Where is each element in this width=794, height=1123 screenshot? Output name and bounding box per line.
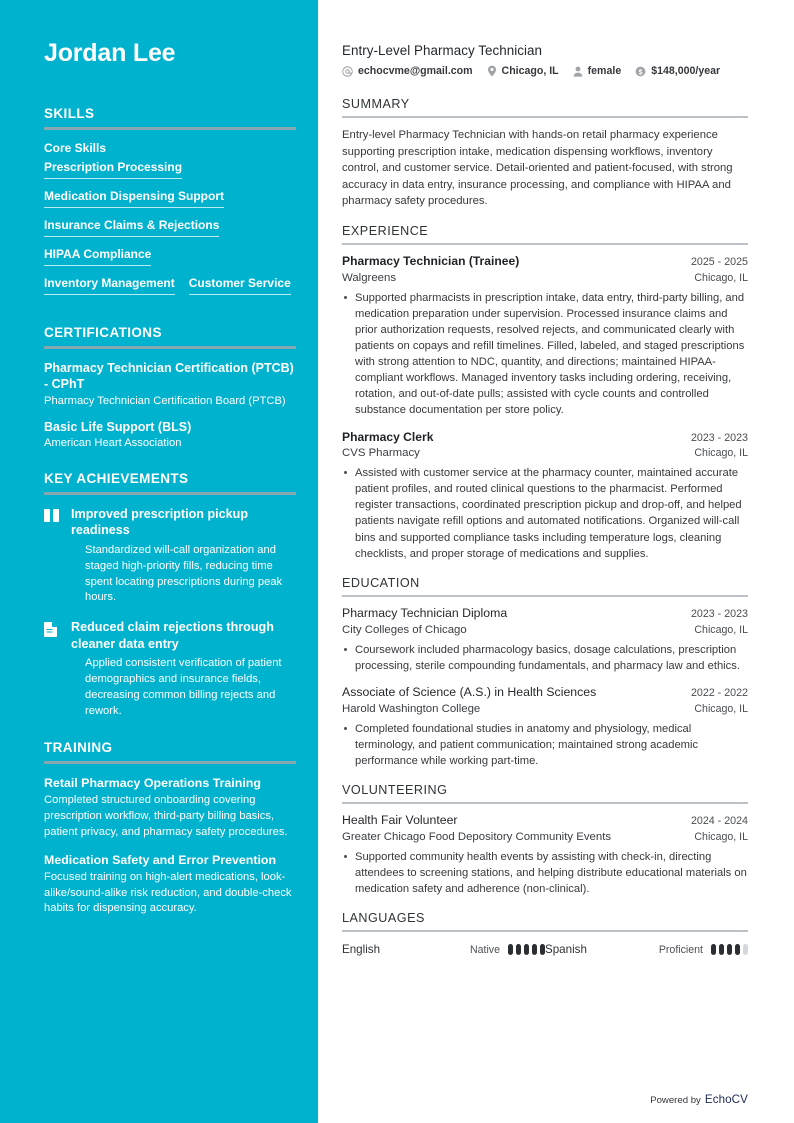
certification-org: American Heart Association bbox=[44, 437, 182, 449]
achievement-item bbox=[44, 506, 294, 606]
email-icon bbox=[342, 66, 353, 77]
section-divider bbox=[44, 492, 296, 495]
sidebar bbox=[0, 0, 318, 1123]
certification-item bbox=[44, 360, 294, 409]
section-divider bbox=[44, 346, 296, 349]
language-name: Spanish bbox=[545, 943, 587, 957]
achievement-title: Reduced claim rejections through cleaner data entry bbox=[71, 620, 274, 651]
experience-role: Pharmacy Technician (Trainee) bbox=[342, 253, 520, 268]
experience-dates: 2023 - 2023 bbox=[690, 431, 748, 444]
education-dates: 2022 - 2022 bbox=[690, 686, 748, 699]
list-item: Assisted with customer service at the pharmacy counter, maintained accurate patient profiles, and routed clinical questions to the pharmacist. Performed register transactions, coordinated prescription pickup and drop-off, and helped patients navigate refill options and automated notifications. Organized will-call bins and supported compliance tasks including temperature logs, cleaning checklists, and proper storage of medications and supplies. bbox=[342, 465, 748, 562]
main-content bbox=[318, 0, 794, 1123]
section-experience bbox=[342, 224, 748, 562]
footer-branding bbox=[650, 1093, 748, 1106]
experience-bullets bbox=[342, 290, 748, 419]
document-icon bbox=[44, 619, 60, 719]
section-divider bbox=[342, 802, 748, 804]
volunteering-bullets bbox=[342, 849, 748, 897]
contact-salary bbox=[635, 65, 720, 77]
section-title-key-achievements: KEY ACHIEVEMENTS bbox=[44, 471, 189, 486]
section-volunteering bbox=[342, 783, 748, 897]
language-name: English bbox=[342, 943, 381, 957]
level-dot bbox=[719, 944, 724, 955]
level-dot bbox=[727, 944, 732, 955]
volunteering-location: Chicago, IL bbox=[694, 831, 748, 844]
contact-gender-text: female bbox=[587, 65, 622, 77]
training-item bbox=[44, 852, 294, 918]
section-title-education: EDUCATION bbox=[342, 575, 420, 590]
experience-org: Walgreens bbox=[342, 271, 397, 284]
level-dot bbox=[711, 944, 716, 955]
education-location: Chicago, IL bbox=[694, 623, 748, 636]
footer-prefix: Powered by bbox=[650, 1095, 701, 1106]
experience-bullets bbox=[342, 465, 748, 562]
section-title-training: TRAINING bbox=[44, 739, 113, 755]
experience-org: CVS Pharmacy bbox=[342, 447, 420, 460]
training-description: Focused training on high-alert medications, look-alike/sound-alike risk reduction, and double-check habits for dispensing accuracy. bbox=[44, 870, 292, 915]
volunteering-entry bbox=[342, 813, 748, 897]
level-dot bbox=[735, 944, 740, 955]
education-entry bbox=[342, 606, 748, 674]
sidebar-section-key-achievements bbox=[44, 471, 294, 720]
skills-group-label: Core Skills bbox=[44, 140, 107, 155]
training-description: Completed structured onboarding covering prescription workflow, third-party billing basics, patient privacy, and pharmacy safety procedures. bbox=[44, 793, 288, 838]
footer-brand: EchoCV bbox=[704, 1093, 748, 1106]
list-item: Completed foundational studies in anatomy and physiology, medical terminology, and patient communication; maintained strong academic performance while working part-time. bbox=[342, 721, 748, 769]
volunteering-role: Health Fair Volunteer bbox=[342, 813, 458, 828]
level-dot bbox=[524, 944, 529, 955]
list-item: Coursework included pharmacology basics, dosage calculations, prescription processing, sterile compounding fundamentals, and pharmacy law and ethics. bbox=[342, 642, 748, 674]
language-level: Proficient bbox=[658, 943, 703, 956]
achievement-description: Applied consistent verification of patient demographics and insurance fields, decreasing common billing rejects and rework. bbox=[85, 657, 282, 717]
skill-tag: Customer Service bbox=[189, 276, 291, 295]
contact-location bbox=[487, 65, 559, 77]
summary-text: Entry-level Pharmacy Technician with hands-on retail pharmacy experience supporting prescription intake, medication dispensing workflows, inventory control, and customer service. Detail-oriented and patient-focused, with strong accuracy in data entry, insurance processing, and compliance with HIPAA and pharmacy safety procedures. bbox=[342, 129, 733, 208]
level-dot bbox=[516, 944, 521, 955]
list-item: Supported community health events by assisting with check-in, directing attendees to screening stations, and helping distribute educational materials on medication safety and adherence (non-clinical). bbox=[342, 849, 748, 897]
education-bullets bbox=[342, 721, 748, 769]
section-divider bbox=[342, 116, 748, 118]
section-divider bbox=[342, 930, 748, 932]
experience-entry bbox=[342, 430, 748, 562]
education-bullets bbox=[342, 642, 748, 674]
contact-gender bbox=[573, 65, 622, 77]
section-title-skills: SKILLS bbox=[44, 105, 95, 121]
section-title-certifications: CERTIFICATIONS bbox=[44, 324, 162, 340]
contact-row bbox=[342, 65, 748, 77]
location-pin-icon bbox=[487, 65, 497, 77]
experience-location: Chicago, IL bbox=[694, 447, 748, 460]
education-dates: 2023 - 2023 bbox=[690, 607, 748, 620]
contact-location-text: Chicago, IL bbox=[501, 65, 559, 77]
section-summary bbox=[342, 97, 748, 210]
level-dot bbox=[532, 944, 537, 955]
training-name: Medication Safety and Error Prevention bbox=[44, 852, 277, 867]
person-icon bbox=[573, 66, 583, 77]
skills-tag-list bbox=[44, 160, 294, 305]
list-item: Supported pharmacists in prescription intake, data entry, third-party billing, and medication preparation under supervision. Processed insurance claims and prior authorization requests, resolved rejects, and communicated clearly with patients on copays and refill timelines. Filled, labeled, and staged prescriptions with strong attention to NDC, quantity, and directions; maintained HIPAA-compliant workflows. Managed inventory tasks including ordering, receiving, rotation, and out-of-date pulls; assisted with cycle counts and controlled substance documentation per store policy. bbox=[342, 290, 748, 419]
volunteering-org: Greater Chicago Food Depository Community Events bbox=[342, 831, 612, 844]
training-name: Retail Pharmacy Operations Training bbox=[44, 775, 261, 790]
training-item bbox=[44, 775, 294, 841]
achievement-description: Standardized will-call organization and staged high-priority fills, reducing time spent locating prescriptions during peak hours. bbox=[85, 543, 283, 604]
section-divider bbox=[44, 761, 296, 764]
open-book-icon bbox=[44, 506, 60, 606]
language-level-dots bbox=[508, 944, 545, 955]
section-title-summary: SUMMARY bbox=[342, 97, 410, 111]
achievement-item bbox=[44, 619, 294, 719]
experience-entry bbox=[342, 254, 748, 419]
section-education bbox=[342, 576, 748, 769]
education-degree: Pharmacy Technician Diploma bbox=[342, 605, 508, 620]
education-school: City Colleges of Chicago bbox=[342, 623, 467, 636]
section-title-languages: LANGUAGES bbox=[342, 911, 425, 926]
education-degree: Associate of Science (A.S.) in Health Sciences bbox=[342, 684, 597, 699]
sidebar-section-training bbox=[44, 740, 294, 918]
certification-name: Pharmacy Technician Certification (PTCB) - CPhT bbox=[44, 360, 294, 391]
experience-dates: 2025 - 2025 bbox=[690, 255, 748, 268]
language-item bbox=[342, 943, 545, 956]
level-dot bbox=[508, 944, 513, 955]
certification-name: Basic Life Support (BLS) bbox=[44, 419, 192, 434]
certification-org: Pharmacy Technician Certification Board (PTCB) bbox=[44, 394, 286, 407]
page-title: Entry-Level Pharmacy Technician bbox=[342, 43, 543, 58]
contact-salary-text: $148,000/year bbox=[651, 65, 721, 77]
section-languages bbox=[342, 911, 748, 956]
sidebar-section-skills bbox=[44, 106, 294, 305]
section-divider bbox=[44, 127, 296, 130]
skill-tag: Medication Dispensing Support bbox=[44, 189, 224, 208]
experience-role: Pharmacy Clerk bbox=[342, 429, 434, 444]
languages-row bbox=[342, 941, 748, 956]
section-divider bbox=[342, 595, 748, 597]
certification-item bbox=[44, 419, 294, 452]
section-title-volunteering: VOLUNTEERING bbox=[342, 783, 448, 798]
contact-email-text: echocvme@gmail.com bbox=[358, 65, 473, 77]
skill-tag: HIPAA Compliance bbox=[44, 247, 151, 266]
sidebar-section-certifications bbox=[44, 325, 294, 452]
skill-tag: Insurance Claims & Rejections bbox=[44, 218, 219, 237]
achievement-title: Improved prescription pickup readiness bbox=[71, 507, 249, 538]
language-level: Native bbox=[469, 943, 500, 956]
education-entry bbox=[342, 685, 748, 769]
level-dot bbox=[743, 944, 748, 955]
education-location: Chicago, IL bbox=[694, 702, 748, 715]
section-divider bbox=[342, 243, 748, 245]
salary-icon bbox=[635, 66, 646, 77]
svg-text:$: $ bbox=[638, 66, 643, 76]
skill-tag: Inventory Management bbox=[44, 276, 175, 295]
contact-email bbox=[342, 65, 473, 77]
experience-location: Chicago, IL bbox=[694, 271, 748, 284]
language-level-dots bbox=[711, 944, 748, 955]
language-item bbox=[545, 943, 748, 956]
skill-tag: Prescription Processing bbox=[44, 160, 182, 179]
volunteering-dates: 2024 - 2024 bbox=[690, 815, 748, 828]
education-school: Harold Washington College bbox=[342, 702, 481, 715]
section-title-experience: EXPERIENCE bbox=[342, 223, 429, 238]
candidate-name: Jordan Lee bbox=[44, 39, 176, 67]
